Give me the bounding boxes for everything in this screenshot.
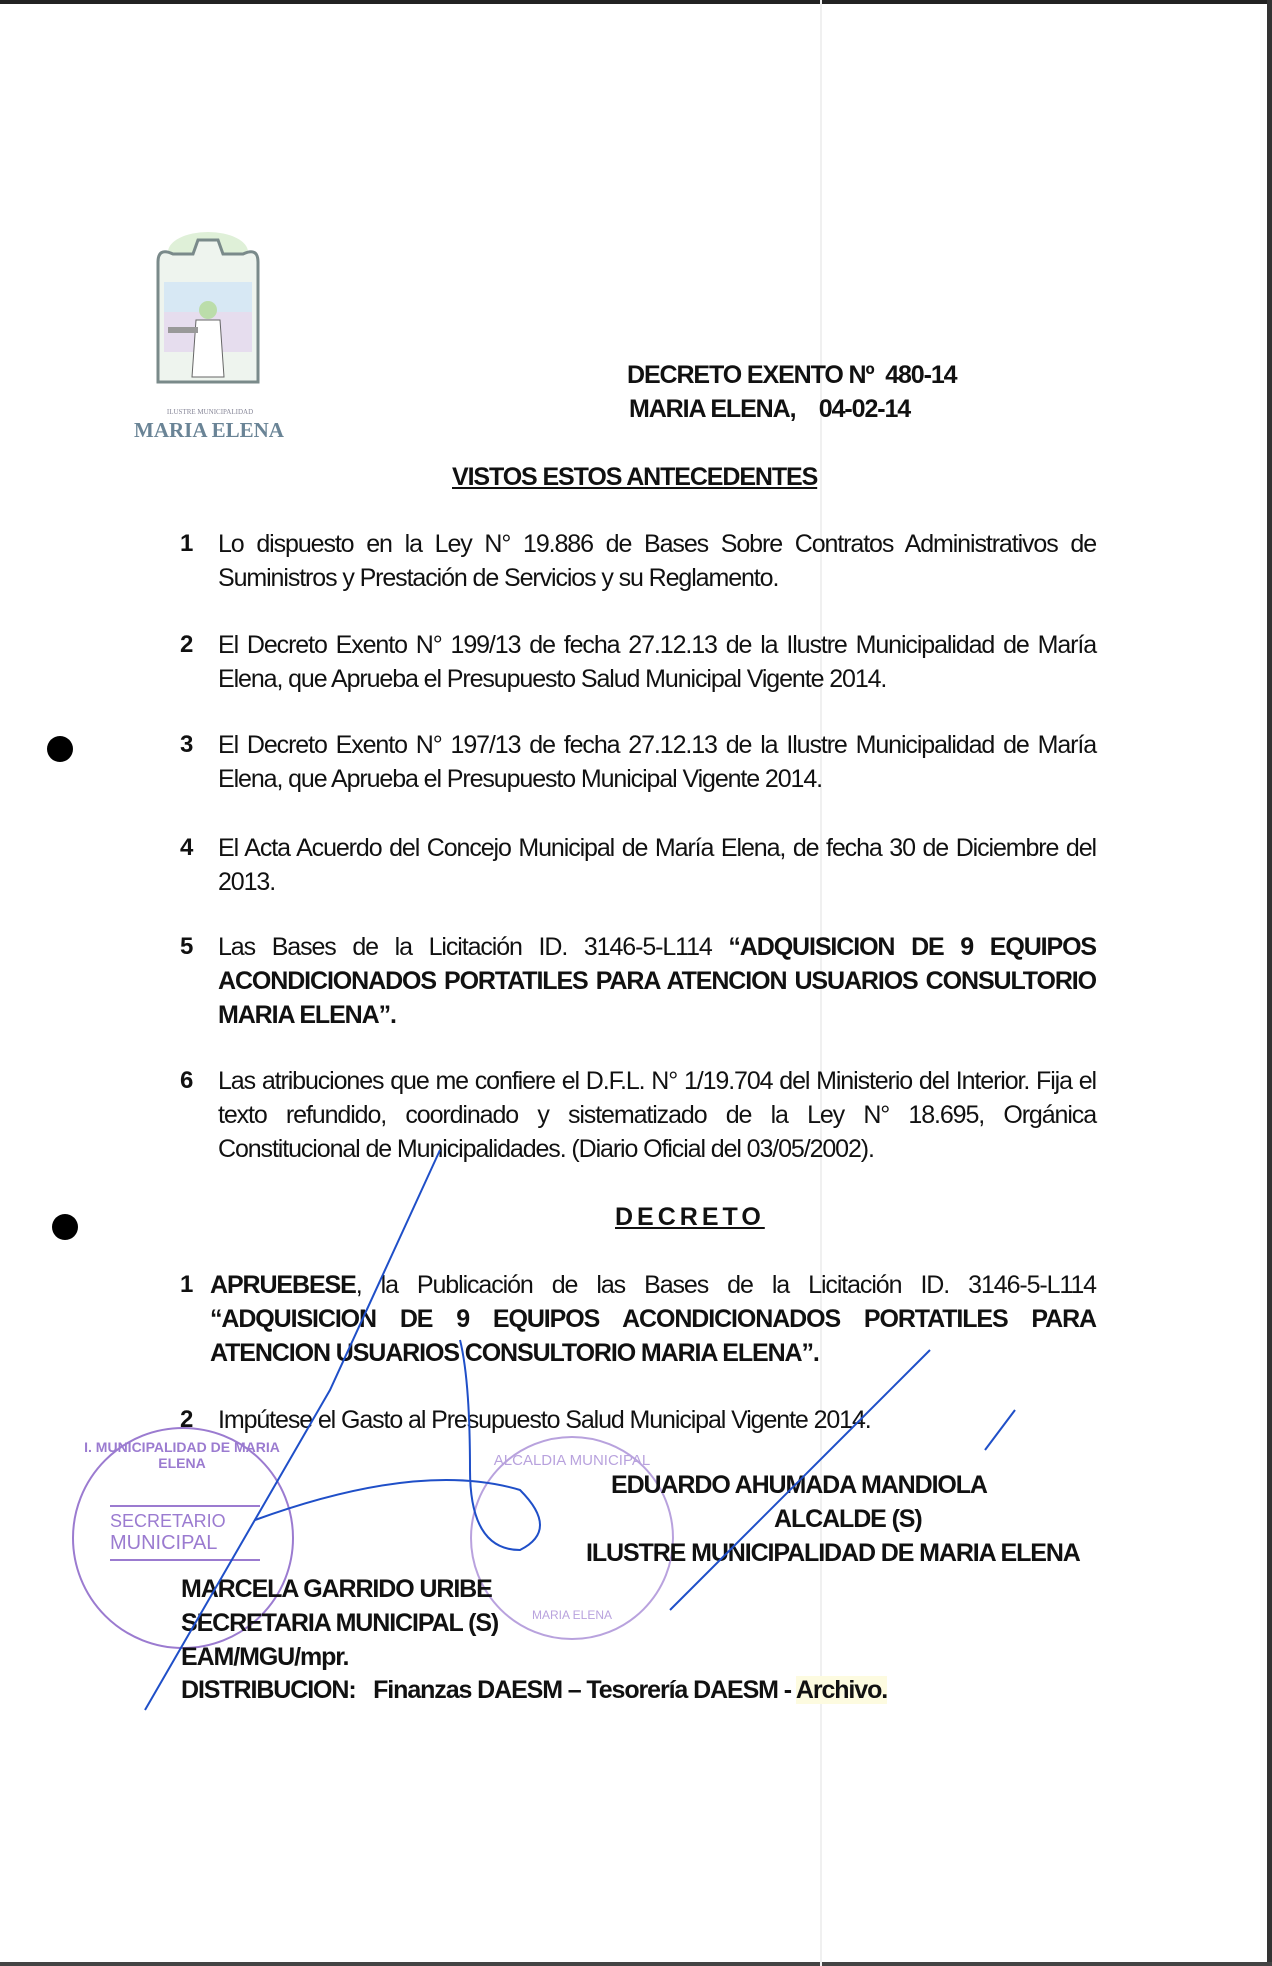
place-date: MARIA ELENA, 04-02-14 — [629, 395, 911, 423]
mayor-institution: ILUSTRE MUNICIPALIDAD DE MARIA ELENA — [586, 1539, 1080, 1567]
stamp-ring-text: I. MUNICIPALIDAD DE MARIA ELENA — [84, 1439, 280, 1471]
item-bold-text: “ADQUISICION DE 9 EQUIPOS ACONDICIONADOS PORTATILES PARA ATENCION USUARIOS CONSULTORIO MARIA ELENA”. — [210, 1305, 1096, 1367]
distribution-label: DISTRIBUCION: — [181, 1676, 356, 1704]
stamp-ring-text: ALCALDIA MUNICIPAL — [493, 1452, 651, 1469]
item-bold-lead: APRUEBESE — [210, 1271, 356, 1299]
initials: EAM/MGU/mpr. — [181, 1643, 349, 1671]
antecedente-item: Las atribuciones que me confiere el D.F.L. N° 1/19.704 del Ministerio del Interior. Fija el texto refundido, coordinado y sistematizado de la Ley N° 18.695, Orgánica Constitucional de Municipalidades. (Diario Oficial del 03/05/2002). — [218, 1067, 1096, 1163]
stamp-center-line: MUNICIPAL — [110, 1532, 218, 1554]
secretary-role: SECRETARIA MUNICIPAL (S) — [181, 1609, 499, 1637]
logo-small-text: ILUSTRE MUNICIPALIDAD — [166, 408, 254, 416]
item-number: 2 — [180, 1406, 193, 1433]
antecedente-item: Lo dispuesto en la Ley N° 19.886 de Bases Sobre Contratos Administrativos de Suministros y Prestación de Servicios y su Reglamento. — [218, 530, 1096, 592]
distribution-highlight: Archivo. — [795, 1676, 888, 1704]
secretary-name: MARCELA GARRIDO URIBE — [181, 1575, 492, 1603]
antecedentes-title: VISTOS ESTOS ANTECEDENTES — [452, 463, 818, 491]
antecedente-item: El Acta Acuerdo del Concejo Municipal de María Elena, de fecha 30 de Diciembre del 2013. — [218, 834, 1096, 896]
antecedente-item: El Decreto Exento N° 199/13 de fecha 27.12.13 de la Ilustre Municipalidad de María Elena, que Aprueba el Presupuesto Salud Municipal Vigente 2014. — [218, 631, 1096, 693]
item-number: 1 — [180, 1271, 193, 1298]
item-number: 3 — [180, 731, 193, 758]
item-number: 5 — [180, 933, 193, 960]
item-number: 4 — [180, 834, 193, 861]
distribution — [181, 1673, 887, 1707]
logo-name: MARIA ELENA — [134, 418, 284, 442]
mayor-role: ALCALDE (S) — [774, 1505, 922, 1533]
item-number: 2 — [180, 631, 193, 658]
mayor-name: EDUARDO AHUMADA MANDIOLA — [611, 1471, 987, 1499]
item-number: 1 — [180, 530, 193, 557]
stamp-bottom-text: MARIA ELENA — [531, 1608, 613, 1622]
item-bold-text: “ADQUISICION DE 9 EQUIPOS ACONDICIONADOS PORTATILES PARA ATENCION USUARIOS CONSULTORIO MARIA ELENA”. — [218, 933, 1097, 1029]
decree-number: DECRETO EXENTO Nº 480-14 — [627, 361, 957, 389]
stamp-center-line: SECRETARIO — [110, 1511, 226, 1531]
item-text: Las Bases de la Licitación ID. 3146-5-L114 — [218, 933, 729, 961]
distribution-text: Finanzas DAESM – Tesorería DAESM - — [373, 1676, 796, 1704]
item-number: 6 — [180, 1067, 193, 1094]
item-text: , la Publicación de las Bases de la Licitación ID. 3146-5-L114 — [355, 1271, 1096, 1299]
decreto-title: DECRETO — [615, 1203, 765, 1231]
antecedente-item: El Decreto Exento N° 197/13 de fecha 27.12.13 de la Ilustre Municipalidad de María Elena, que Aprueba el Presupuesto Municipal Vigente 2014. — [218, 731, 1096, 793]
decreto-item: Impútese el Gasto al Presupuesto Salud Municipal Vigente 2014. — [218, 1406, 871, 1434]
